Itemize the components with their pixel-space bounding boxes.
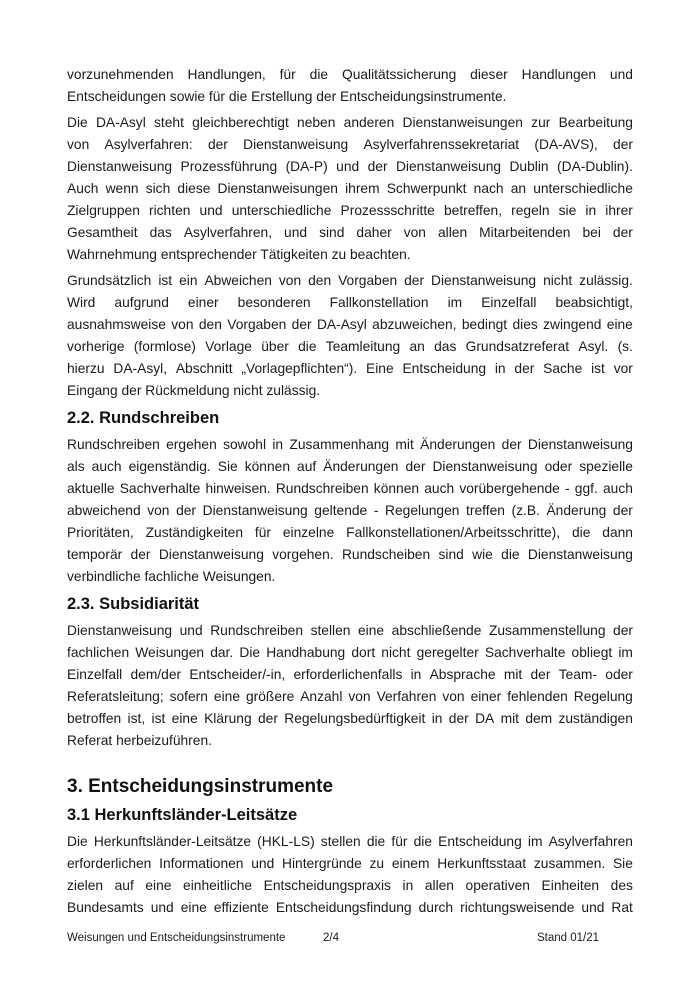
text-line: Zielgruppen richten und unterschiedliche Prozessschritte betreffen, regeln sie in ihrer: [67, 203, 633, 218]
paragraph: [67, 112, 633, 266]
text-line: aktuelle Sachverhalte hinweisen. Rundschreiben können auch vorübergehende - ggf. auch: [67, 481, 633, 496]
text-line: Die Herkunftsländer-Leitsätze (HKL-LS) stellen die für die Entscheidung im Asylverfahren: [67, 834, 633, 849]
text-line: Entscheidungen sowie für die Erstellung der Entscheidungsinstrumente.: [67, 89, 507, 104]
footer-version-date: Stand 01/21: [536, 932, 599, 944]
text-line: ausnahmsweise von den Vorgaben der DA-Asyl abzuweichen, bedingt dies zwingend eine: [67, 317, 633, 332]
section-heading: 3.1 Herkunftsländer-Leitsätze: [67, 806, 298, 824]
text-line: betroffen ist, ist eine Klärung der Regelungsbedürftigkeit in der DA mit dem zuständigen: [67, 711, 633, 726]
text-line: Gesamtheit das Asylverfahren, und sind daher von allen Mitarbeitenden bei der: [67, 225, 633, 240]
paragraph: [67, 620, 633, 752]
text-line: verbindliche fachliche Weisungen.: [67, 569, 276, 584]
text-line: Referatsleitung; sofern eine größere Anzahl von Verfahren von einer fehlenden Regelung: [67, 689, 633, 704]
text-line: Auch wenn sich diese Dienstanweisungen ihrem Schwerpunkt nach an unterschiedliche: [67, 181, 633, 196]
text-line: Bundesamts und eine effiziente Entscheidungsfindung durch richtungsweisende und Rat: [67, 900, 633, 915]
footer-page-number: 2/4: [323, 932, 339, 944]
text-line: temporär der Dienstanweisung vorgehen. Rundscheiben sind wie die Dienstanweisung: [67, 547, 633, 562]
text-line: von Asylverfahren: der Dienstanweisung Asylverfahrenssekretariat (DA-AVS), der: [67, 137, 633, 152]
text-line: Referat herbeizuführen.: [67, 733, 212, 748]
text-line: Dienstanweisung Prozessführung (DA-P) und der Dienstanweisung Dublin (DA-Dublin).: [67, 159, 633, 174]
text-line: als auch eigenständig. Sie können auf Änderungen der Dienstanweisung oder spezielle: [67, 459, 633, 474]
text-line: Dienstanweisung und Rundschreiben stellen eine abschließende Zusammenstellung der: [67, 623, 633, 638]
text-line: vorherige (formlose) Vorlage über die Teamleitung an das Grundsatzreferat Asyl. (s.: [67, 339, 633, 354]
text-line: Grundsätzlich ist ein Abweichen von den Vorgaben der Dienstanweisung nicht zulässig.: [67, 273, 633, 288]
text-line: Einzelfall dem/der Entscheider/-in, erforderlichenfalls in Absprache mit der Team- oder: [67, 667, 633, 682]
section-heading: 3. Entscheidungsinstrumente: [67, 776, 334, 797]
text-line: Eingang der Rückmeldung nicht zulässig.: [67, 383, 321, 398]
document-content: [67, 64, 633, 923]
paragraph: [67, 270, 633, 402]
text-line: abweichend von der Dienstanweisung geltende - Regelungen treffen (z.B. Änderung der: [67, 503, 633, 518]
paragraph: [67, 831, 633, 919]
text-line: erforderlichen Informationen und Hintergründe zu einem Herkunftsstaat zusammen. Sie: [67, 856, 633, 871]
text-line: Prioritäten, Zuständigkeiten für einzelne Fallkonstellationen/Arbeitsschritte), die dann: [67, 525, 633, 540]
text-line: Rundschreiben ergehen sowohl in Zusammenhang mit Änderungen der Dienstanweisung: [67, 437, 633, 452]
text-line: hierzu DA-Asyl, Abschnitt „Vorlagepflichten“). Eine Entscheidung in der Sache ist vor: [67, 361, 633, 376]
section-heading: 2.2. Rundschreiben: [67, 409, 220, 427]
paragraph: [67, 434, 633, 588]
paragraph: [67, 64, 633, 108]
section-heading: 2.3. Subsidiarität: [67, 595, 200, 613]
text-line: vorzunehmenden Handlungen, für die Qualitätssicherung dieser Handlungen und: [67, 67, 633, 82]
text-line: Wahrnehmung entsprechender Tätigkeiten zu beachten.: [67, 247, 411, 262]
text-line: Wird aufgrund einer besonderen Fallkonstellation im Einzelfall beabsichtigt,: [67, 295, 633, 310]
text-line: Die DA-Asyl steht gleichberechtigt neben anderen Dienstanweisungen zur Bearbeitung: [67, 115, 633, 130]
page-footer: [67, 931, 633, 946]
text-line: fachlichen Weisungen dar. Die Handhabung dort nicht geregelter Sachverhalte obliegt im: [67, 645, 633, 660]
footer-document-title: Weisungen und Entscheidungsinstrumente: [67, 932, 286, 944]
text-line: zielen auf eine einheitliche Entscheidungspraxis in allen operativen Einheiten des: [67, 878, 633, 893]
